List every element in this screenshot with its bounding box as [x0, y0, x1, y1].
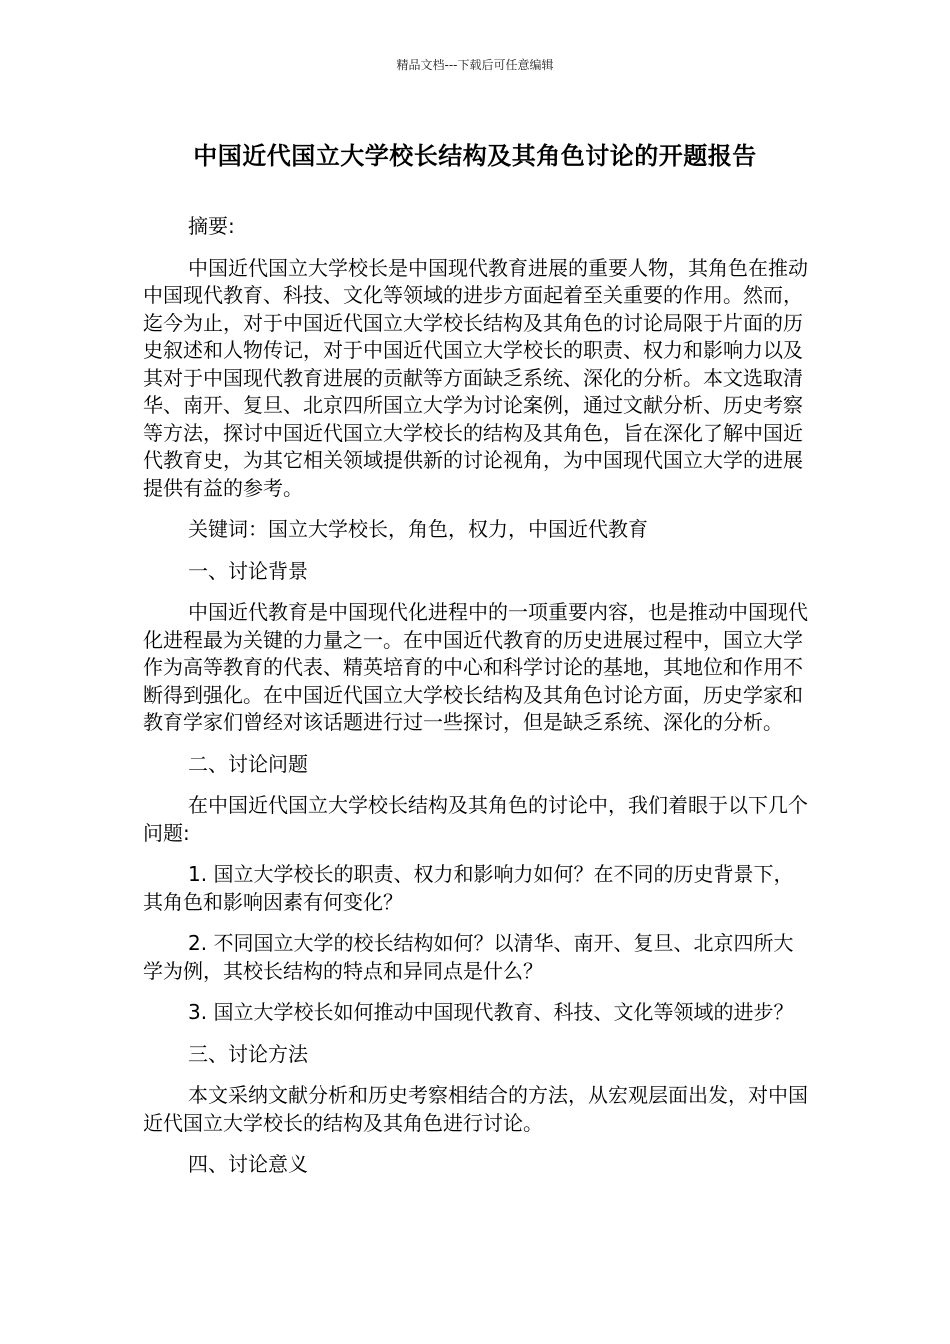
abstract-paragraph: 中国近代国立大学校长是中国现代教育进展的重要人物，其角色在推动中国现代教育、科技、文化等领域的进步方面起着至关重要的作用。然而，迄今为止，对于中国近代国立大学校长结构及其角色的讨论局限于片面的历史叙述和人物传记，对于中国近代国立大学校长的职责、权力和影响力以及其对于中国现代教育进展的贡献等方面缺乏系统、深化的分析。本文选取清华、南开、复旦、北京四所国立大学为讨论案例，通过文献分析、历史考察等方法，探讨中国近代国立大学校长的结构及其角色，旨在深化了解中国近代教育史，为其它相关领域提供新的讨论视角，为中国现代国立大学的进展提供有益的参考。 — [143, 255, 808, 500]
methods-paragraph: 本文采纳文献分析和历史考察相结合的方法，从宏观层面出发，对中国近代国立大学校长的结构及其角色进行讨论。 — [143, 1083, 808, 1135]
keywords: 关键词：国立大学校长，角色，权力，中国近代教育 — [188, 517, 648, 541]
question-item-1: 1. 国立大学校长的职责、权力和影响力如何？在不同的历史背景下，其角色和影响因素有何变化？ — [143, 862, 794, 914]
question-item-3: 3. 国立大学校长如何推动中国现代教育、科技、文化等领域的进步？ — [188, 1000, 794, 1024]
question-item-2: 2. 不同国立大学的校长结构如何？以清华、南开、复旦、北京四所大学为例，其校长结构的特点和异同点是什么？ — [143, 931, 794, 983]
page-header: 精品文档---下载后可任意编辑 — [396, 58, 554, 72]
section-heading-significance: 四、讨论意义 — [188, 1152, 308, 1176]
section-heading-methods: 三、讨论方法 — [188, 1041, 308, 1066]
abstract-heading: 摘要: — [188, 214, 235, 238]
questions-intro-paragraph: 在中国近代国立大学校长结构及其角色的讨论中，我们着眼于以下几个问题: — [143, 793, 808, 845]
section-heading-questions: 二、讨论问题 — [188, 751, 308, 776]
document-body — [143, 213, 809, 1193]
section-heading-background: 一、讨论背景 — [188, 558, 308, 583]
background-paragraph: 中国近代教育是中国现代化进程中的一项重要内容，也是推动中国现代化进程最为关键的力量之一。在中国近代教育的历史进展过程中，国立大学作为高等教育的代表、精英培育的中心和科学讨论的基地，其地位和作用不断得到强化。在中国近代国立大学校长结构及其角色讨论方面，历史学家和教育学家们曾经对该话题进行过一些探讨，但是缺乏系统、深化的分析。 — [143, 600, 808, 734]
document-title: 中国近代国立大学校长结构及其角色讨论的开题报告 — [193, 142, 757, 170]
